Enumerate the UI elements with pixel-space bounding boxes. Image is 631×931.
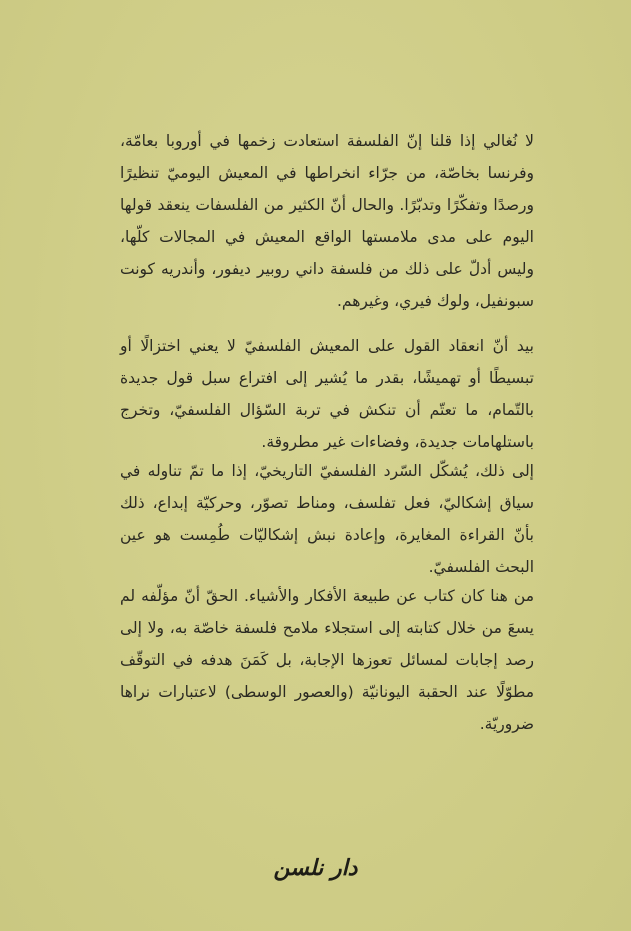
paragraph-text: إلى ذلك، يُشكّل السّرد الفلسفيّ التاريخيّ، إذا ما تمّ تناوله في سياق إشكاليّ، فعل تفلسف، ومناط تصوّر، وحركيّة إبداع، ذلك بأنّ القراءة المغايرة، وإعادة نبش إشكاليّات طُمِست هو عين البحث الفلسفيّ. [120, 462, 534, 576]
paragraph-text: من هنا كان كتاب عن طبيعة الأفكار والأشياء. الحقّ أنّ مؤلّفه لم يسعَ من خلال كتابته إلى استجلاء ملامح فلسفة خاصّة به، ولا إلى رصد إجابات لمسائل تعوزها الإجابة، بل كَمَنَ هدفه في التوقّف مطوّلًا عند الحقبة اليونانيّة (والعصور الوسطى) لاعتبارات نراها ضروريّة. [120, 587, 534, 733]
blurb-paragraph-3 [120, 455, 534, 583]
blurb-paragraph-2 [120, 330, 534, 458]
paragraph-text: بيد أنّ انعقاد القول على المعيش الفلسفيّ لا يعني اختزالًا أو تبسيطًا أو تهميشًا، بقدر ما يُشير إلى افتراع سبل قول جديدة بالتّمام، ما تعتّم أن تنكش في تربة السّؤال الفلسفيّ، وتخرج باستلهامات جديدة، وفضاءات غير مطروقة. [120, 337, 534, 451]
blurb-paragraph-4 [120, 580, 534, 740]
blurb-paragraph-1 [120, 125, 534, 317]
paragraph-text: لا نُغالي إذا قلنا إنّ الفلسفة استعادت زخمها في أوروبا بعامّة، وفرنسا بخاصّة، من جرّاء انخراطها في المعيش اليوميّ تنظيرًا ورصدًا وتفكّرًا وتدبّرًا. والحال أنّ الكثير من الفلسفات ينعقد قولها اليوم على مدى ملامستها الواقع المعيش في المجالات كلّها، وليس أدلّ على ذلك من فلسفة داني روبير ديفور، وأندريه كونت سبونفيل، ولوك فيري، وغيرهم. [120, 132, 534, 310]
publisher-logo: دار نلسن [273, 855, 358, 881]
